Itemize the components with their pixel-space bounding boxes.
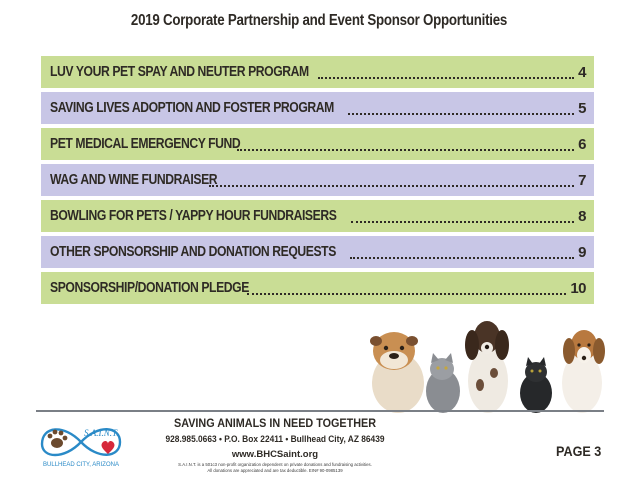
spaniel-figure [465, 321, 509, 413]
fine-print-line-2: All donations are appreciated and are tax deductible. EIN# 90-0985139 [207, 468, 343, 473]
toc-row-medical-fund[interactable] [41, 128, 594, 160]
toc-leader-dots [237, 147, 575, 151]
toc-leader-dots [209, 183, 574, 187]
beagle-figure [562, 330, 605, 413]
toc-page-number: 8 [578, 207, 586, 225]
toc-page-number: 10 [570, 279, 586, 297]
toc-row-bowling-yappy[interactable] [41, 200, 594, 232]
bulldog-figure [370, 332, 424, 413]
organization-website[interactable]: www.BHCSaint.org [231, 449, 319, 460]
page-number: PAGE 3 [556, 443, 602, 459]
toc-label: PET MEDICAL EMERGENCY FUND [50, 136, 241, 152]
toc-row-other-sponsorship[interactable] [41, 236, 594, 268]
grey-cat-figure [426, 353, 460, 413]
toc-label: BOWLING FOR PETS / YAPPY HOUR FUNDRAISERS [50, 208, 337, 224]
logo-text: S.A.I.N.T. [84, 428, 119, 438]
toc-leader-dots [247, 291, 567, 295]
toc-leader-dots [350, 255, 574, 259]
toc-row-wag-wine[interactable] [41, 164, 594, 196]
toc-leader-dots [318, 75, 574, 79]
toc-row-spay-neuter[interactable] [41, 56, 594, 88]
fine-print-line-1: S.A.I.N.T. is a 501c3 non-profit organization dependent on private donations and fundraising activities. [178, 462, 372, 467]
toc-label: SAVING LIVES ADOPTION AND FOSTER PROGRAM [50, 100, 334, 116]
toc-label: OTHER SPONSORSHIP AND DONATION REQUESTS [50, 244, 336, 260]
footer-divider [36, 410, 604, 412]
paw-icon [48, 430, 68, 448]
organization-contact: 928.985.0663 • P.O. Box 22411 • Bullhead City, AZ 86439 [165, 434, 385, 445]
logo-caption: BULLHEAD CITY, ARIZONA [43, 462, 119, 468]
toc-label: SPONSORSHIP/DONATION PLEDGE [50, 280, 249, 296]
pets-group-photo [360, 315, 618, 413]
toc-label: LUV YOUR PET SPAY AND NEUTER PROGRAM [50, 64, 309, 80]
toc-page-number: 6 [578, 135, 586, 153]
fine-print [130, 462, 420, 474]
toc-page-number: 4 [578, 63, 586, 81]
toc-row-adoption-foster[interactable] [41, 92, 594, 124]
toc-label: WAG AND WINE FUNDRAISER [50, 172, 218, 188]
toc-leader-dots [351, 219, 574, 223]
toc-row-pledge[interactable] [41, 272, 594, 304]
toc-leader-dots [348, 111, 574, 115]
toc-page-number: 7 [578, 171, 586, 189]
table-of-contents [41, 56, 594, 308]
organization-name: SAVING ANIMALS IN NEED TOGETHER [173, 416, 377, 430]
page-title: 2019 Corporate Partnership and Event Sponsor Opportunities [130, 12, 508, 29]
toc-page-number: 9 [578, 243, 586, 261]
black-cat-figure [520, 357, 552, 413]
toc-page-number: 5 [578, 99, 586, 117]
heart-icon [102, 441, 115, 454]
